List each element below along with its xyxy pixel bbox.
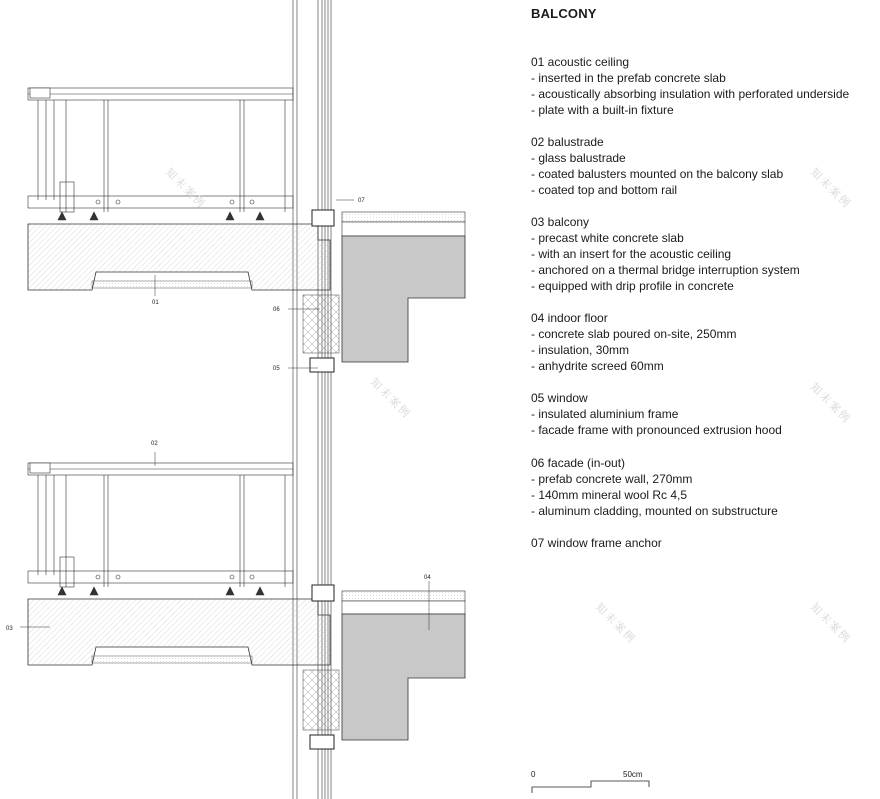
balustrade-upper [28, 88, 293, 220]
callout-05: 05 [273, 366, 280, 372]
legend-heading: 01 acoustic ceiling [531, 55, 630, 69]
legend-heading: 02 balustrade [531, 135, 604, 149]
watermark: 知末案例 [807, 601, 853, 647]
acoustic-ceiling-lower [92, 656, 252, 663]
window-frame-upper [312, 210, 334, 226]
legend-item: - insulated aluminium frame [531, 407, 679, 421]
callout-01: 01 [152, 300, 159, 306]
floor-slab-upper [342, 236, 465, 362]
facade-wool-lower [303, 670, 339, 730]
balcony-slab-upper [28, 224, 330, 290]
legend-item: - coated balusters mounted on the balcony slab [531, 167, 784, 181]
legend-item: - equipped with drip profile in concrete [531, 279, 734, 293]
legend-item: - precast white concrete slab [531, 231, 684, 245]
floor-slab-lower [342, 614, 465, 740]
watermark: 知末案例 [807, 166, 853, 212]
watermark: 知末案例 [162, 166, 208, 212]
legend-item: - plate with a built-in fixture [531, 103, 674, 117]
legend-section-07 [531, 535, 662, 551]
legend-title: BALCONY [531, 6, 597, 21]
legend-item: - insulation, 30mm [531, 343, 630, 357]
legend-item: - 140mm mineral wool Rc 4,5 [531, 488, 688, 502]
balcony-slab-lower [28, 599, 330, 665]
screed-upper [342, 212, 465, 222]
insulation-upper [342, 222, 465, 236]
insulation-lower [342, 601, 465, 614]
callout-03: 03 [6, 626, 13, 632]
legend-heading: 05 window [531, 391, 588, 405]
watermark: 知末案例 [367, 376, 413, 422]
legend-item: - with an insert for the acoustic ceiling [531, 247, 732, 261]
legend-item: - inserted in the prefab concrete slab [531, 71, 726, 85]
legend-section-01 [531, 54, 849, 118]
acoustic-ceiling-upper [92, 281, 252, 288]
legend-item: - coated top and bottom rail [531, 183, 678, 197]
callout-07-upper: 07 [358, 198, 365, 204]
legend-section-02 [531, 134, 783, 198]
scale-ruler [531, 780, 661, 794]
legend-item: - anhydrite screed 60mm [531, 359, 664, 373]
callout-04: 04 [424, 575, 431, 581]
legend-section-03 [531, 214, 800, 294]
legend-item: - concrete slab poured on-site, 250mm [531, 327, 737, 341]
watermark: 知末案例 [592, 601, 638, 647]
legend-section-06 [531, 455, 778, 519]
legend-section-04 [531, 310, 736, 374]
legend-heading: 06 facade (in-out) [531, 456, 626, 470]
legend-section-05 [531, 390, 782, 438]
window-frame-lower [312, 585, 334, 601]
scale-start-label: 0 [531, 770, 536, 779]
callout-06: 06 [273, 307, 280, 313]
window-head-upper [310, 358, 334, 372]
watermark: 知末案例 [807, 381, 853, 427]
window-head-lower [310, 735, 334, 749]
legend-item: - prefab concrete wall, 270mm [531, 472, 693, 486]
upper-balcony [28, 88, 465, 372]
facade-wool-upper [303, 295, 339, 353]
balustrade-lower [28, 463, 293, 595]
scale-end-label: 50cm [623, 770, 643, 779]
legend-item: - acoustically absorbing insulation with perforated underside [531, 87, 850, 101]
lower-balcony [20, 452, 465, 749]
legend-heading: 07 window frame anchor [531, 536, 662, 550]
legend-item: - glass balustrade [531, 151, 626, 165]
legend-item: - aluminum cladding, mounted on substructure [531, 504, 778, 518]
callout-02: 02 [151, 441, 158, 447]
legend-heading: 03 balcony [531, 215, 590, 229]
legend-item: - facade frame with pronounced extrusion hood [531, 423, 782, 437]
legend-item: - anchored on a thermal bridge interruption system [531, 263, 800, 277]
screed-lower [342, 591, 465, 601]
legend-heading: 04 indoor floor [531, 311, 608, 325]
scale-bar [531, 770, 661, 794]
